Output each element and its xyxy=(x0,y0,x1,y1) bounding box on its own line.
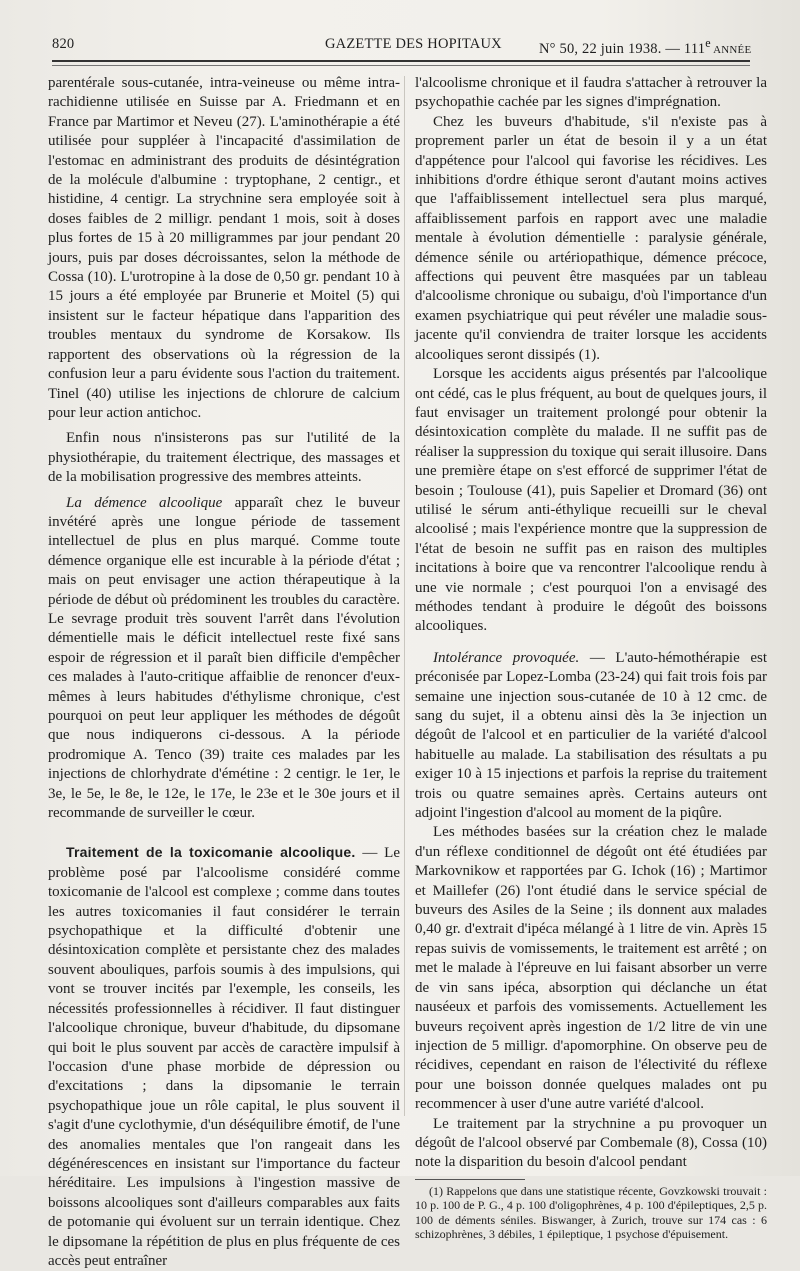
left-paragraph-2: Enfin nous n'insisterons pas sur l'utilité de la physiothérapie, du traitement électrique, des massages et de la mobilisation progressive des membres atteints. xyxy=(48,430,400,486)
issue-info xyxy=(539,36,751,58)
page-number: 820 xyxy=(52,36,75,52)
issue-sup: e xyxy=(705,36,711,50)
right-paragraph-6: Le traitement par la strychnine a pu provoquer un dégoût de l'alcool observé par Combemale (8), Cossa (10) note la disparition du besoin d'alcool pendant xyxy=(415,1115,767,1171)
left-column xyxy=(48,74,400,1271)
right-paragraph-1: l'alcoolisme chronique et il faudra s'attacher à retrouver la psychopathie cachée par les signes d'imprégnation. xyxy=(415,75,767,111)
dementia-heading: La démence alcoolique xyxy=(66,494,223,511)
page-header xyxy=(52,28,780,62)
left-paragraph-1: parentérale sous-cutanée, intra-veineuse ou même intra-rachidienne utilisée en Suisse par A. Friedmann et en France par Martimor et Neveu (27). L'aminothérapie a été utilisée pour suppléer à l'incapacité d'assimilation de l'estomac en administrant des produits de désintégration de la molécule d'albumine : tryptophane, 2 centigr., et histidine, 4 centigr. La strychnine sera employée soit à doses faibles de 2 milligr. pendant 1 mois, soit à doses plus fortes de 15 à 20 milligrammes par jour pendant 20 jours, puis par doses décroissantes, selon la méthode de Cossa (10). L'urotropine à la dose de 0,50 gr. pendant 10 à 15 jours a été employée par Brunerie et Moitel (5) qui insistent sur le facteur hépatique dans l'apparition des troubles mentaux du syndrome de Korsakow. Ils rapportent des observations où la régression de la confusion leur a paru évidente sous l'action du traitement. Tinel (40) utilise les injections de chlorure de calcium pour leur action antichoc. xyxy=(48,75,400,421)
journal-title: GAZETTE DES HOPITAUX xyxy=(325,36,502,52)
column-divider xyxy=(404,76,405,1116)
intolerance-heading: Intolérance provoquée. xyxy=(433,649,580,666)
right-column xyxy=(415,74,767,1242)
intolerance-text: — L'auto-hémothérapie est préconisée par Lopez-Lomba (23-24) qui fait trois fois par semaine une injection sous-cutanée de 10 à 12 cmc. de sang du sujet, il a obtenu ainsi dès la 3e injection un dégoût de l'alcool et en particulier de la variété d'alcool habituelle au malade. La stabilisation des résultats a pu exiger 10 à 15 injections et parfois la reprise du traitement trois ou quatre semaines après. Certains auteurs ont adjoint l'ingestion d'alcool au moment de la piqûre. xyxy=(415,649,767,822)
right-paragraph-2: Chez les buveurs d'habitude, s'il n'existe pas à proprement parler un état de besoin il y a un état d'appétence pour l'alcool qui favorise les récidives. Les inhibitions d'ordre éthique seront d'autant moins actives que l'affaiblissement intellectuel sera plus marqué, affaiblissement parfois en rapport avec une maladie mentale à évolution démentielle : paralysie générale, démence sénile ou artériopathique, démence précoce, affections qui peuvent être masquées par un tableau d'alcoolisme chronique ou subaigu, d'où l'importance d'un examen psychiatrique qui peut révéler une maladie sous-jacente qu'il conviendra de traiter lorsque les accidents alcooliques seront dissipés (1). xyxy=(415,113,767,363)
right-paragraph-4 xyxy=(415,649,767,824)
footnote-rule xyxy=(415,1179,525,1180)
issue-suffix: ANNÉE xyxy=(710,43,752,56)
toxicomania-heading: Traitement de la toxicomanie alcoolique. xyxy=(66,844,356,861)
toxicomania-text: — Le problème posé par l'alcoolisme considéré comme toxicomanie de l'alcool est complexe ; comme dans toutes les autres toxicomanies il faut considérer le terrain psychopathique et la difficulté d'obtenir une désintoxication complète et persistante chez des malades souvent abouliques, parfois soumis à des impulsions, qui vont se trouver incités par l'exemple, les conseils, les nécessités professionnelles à récidiver. Il faut distinguer l'alcoolique chronique, buveur d'habitude, du dipsomane qui boit le plus souvent par accès de caractère impulsif à l'occasion d'une phase morbide de dépression ou d'excitations ; dans la dipsomanie le terrain psychopathique joue un rôle capital, le plus souvent il s'agit d'une cyclothymie, d'un déséquilibre émotif, de l'une des anomalies mentales que l'on rangeait dans les dégénérescences en insistant sur l'importance du facteur héréditaire. Les impulsions à l'ingestion massive de boissons alcooliques sont d'ailleurs comparables aux faits de potomanie qui évoluent sur un terrain identique. Chez le dipsomane la répétition de plus en plus fréquente de ces accès peut entraîner xyxy=(48,845,400,1269)
footnote: (1) Rappelons que dans une statistique récente, Govzkowski trouvait : 10 p. 100 de P. G., 4 p. 100 d'oligophrènes, 4 p. 100 d'épileptiques, 2,5 p. 100 de déments séniles. Biswanger, à Zurich, trouve sur 174 cas : 6 schizophrènes, 3 débiles, 1 épileptique, 1 psychose d'épuisement. xyxy=(415,1183,767,1242)
left-paragraph-4 xyxy=(48,843,400,1271)
right-paragraph-3: Lorsque les accidents aigus présentés par l'alcoolique ont cédé, cas le plus fréquent, au bout de quelques jours, il faut envisager un traitement prolongé pour obtenir la désintoxication complète du malade. Il ne suffit pas de réaliser la suppression du toxique qui serait illusoire. Dans une première étape on s'est efforcé de supprimer l'état de besoin ; Toulouse (41), puis Sapelier et Dromard (36) ont utilisé le sérum anti-éthylique recueilli sur le cheval alcoolisé ; mais l'expérience montre que la suppression de l'état de besoin ne suffit pas en raison des multiples incitations à boire que va rencontrer l'alcoolique rendu à une vie normale ; c'est pourquoi l'on a envisagé des méthodes tendant à produire le dégoût des boissons alcooliques. xyxy=(415,366,767,635)
issue-date: N° 50, 22 juin 1938. — 111 xyxy=(539,40,706,57)
dementia-text: apparaît chez le buveur invétéré après une longue période de tassement intellectuel de plus en plus marqué. Comme toute démence organique elle est incurable à la période d'état ; mais on peut envisager une action thérapeutique à la période de début où prédominent les troubles du caractère. Le sevrage produit très souvent l'arrêt dans l'évolution démentielle mais le déficit intellectuel reste fixé sans espoir de régression et il paraît bien difficile d'empêcher ces malades à l'auto-critique affaiblie de renoncer d'eux-mêmes à leurs habitudes d'éthylisme chronique, c'est pourquoi on peut leur appliquer les méthodes de dégoût que nous indiquerons ci-dessous. A la période prodromique A. Tenco (39) traite ces malades par les injections de chlorhydrate d'émétine : 2 centigr. le 1er, le 3e, le 5e, le 8e, le 12e, le 17e, le 23e et le 30e jours et il recommande de surveiller le cœur. xyxy=(48,494,400,822)
left-paragraph-3 xyxy=(48,494,400,824)
header-rule xyxy=(52,60,750,66)
right-paragraph-5: Les méthodes basées sur la création chez le malade d'un réflexe conditionnel de dégoût ont été étudiées par Markovnikow et rapportées par G. Ichok (16) ; Martimor et Maillefer (26) l'ont étudié dans le service spécial de buveurs des Asiles de la Seine ; ils donnent aux malades 0,40 gr. d'extrait d'ipéca mélangé à 1 litre de vin. Après 15 repas suivis de vomissements, le traitement est arrêté ; on met le malade à l'épreuve en lui faisant absorber un verre de vin sans ipéca, absorption qui déclanche un état nauséeux et parfois des vomissements. Actuellement les buveurs reçoivent après ingestion de 1/2 litre de vin une injection de 5 milligr. d'apomorphine. On observe peu de récidives, cependant en raison de l'électivité du réflexe pour une boisson donnée quelques malades ont pu recommencer à user d'une autre variété d'alcool. xyxy=(415,824,767,1113)
